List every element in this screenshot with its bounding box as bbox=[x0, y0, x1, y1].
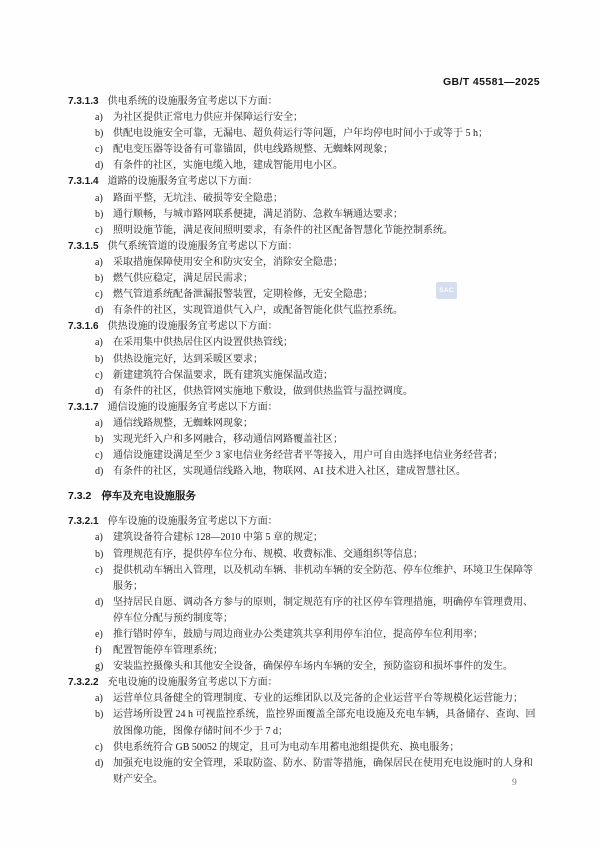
list-item-label: d) bbox=[95, 596, 104, 608]
list-item-text: 坚持居民自愿、调动各方参与的原则，制定规范有序的社区停车管理措施，明确停车管理费用、停车位分配与预约制度等； bbox=[113, 596, 533, 624]
clause-title: 供气系统管道的设施服务宜考虑以下方面： bbox=[107, 240, 298, 252]
clause-number: 7.3.1.4 bbox=[68, 176, 99, 188]
list-item-text: 提供机动车辆出入管理，以及机动车辆、非机动车辆的安全防范、停车位维护、环境卫生保障等服务； bbox=[113, 564, 533, 592]
list-item-label: b) bbox=[95, 273, 104, 285]
clause-number: 7.3.1.6 bbox=[68, 321, 99, 333]
list-item-text: 配电变压器等设备有可靠锚固，供电线路规整、无蜘蛛网现象； bbox=[113, 144, 393, 156]
list-item-text: 通信设施建设满足至少 3 家电信业务经营者平等接入，用户可自由选择电信业务经营者； bbox=[113, 450, 503, 462]
sac-watermark bbox=[436, 282, 457, 299]
list-item-label: d) bbox=[95, 385, 104, 397]
list-item-label: d) bbox=[95, 160, 104, 172]
list-item-text: 新建建筑符合保温要求，既有建筑实施保温改造； bbox=[113, 369, 333, 381]
list-item bbox=[68, 126, 542, 142]
list-item bbox=[68, 595, 542, 627]
list-item-text: 供配电设施安全可靠，无漏电、超负荷运行等问题，户年均停电时间小于或等于 5 h； bbox=[113, 128, 488, 140]
list-item bbox=[68, 464, 542, 480]
list-item-label: c) bbox=[95, 564, 103, 576]
list-item-label: a) bbox=[95, 532, 103, 544]
list-item bbox=[68, 448, 542, 464]
list-item-text: 运营单位具备健全的管理制度、专业的运维团队以及完备的企业运营平台等规模化运营能力； bbox=[113, 693, 523, 705]
list-item-text: 安装监控摄像头和其他安全设备，确保停车场内车辆的安全，预防盗窃和损坏事件的发生。 bbox=[113, 661, 513, 673]
page-number: 9 bbox=[512, 778, 517, 788]
list-item bbox=[68, 110, 542, 126]
clause-title: 供热设施的设施服务宜考虑以下方面： bbox=[107, 321, 278, 333]
list-item-text: 为社区提供正常电力供应并保障运行安全； bbox=[113, 112, 303, 124]
clause-title: 通信设施的设施服务宜考虑以下方面： bbox=[107, 401, 278, 413]
list-item bbox=[68, 659, 542, 675]
list-item-text: 供热设施完好，达到采暖区要求； bbox=[113, 353, 263, 365]
list-item bbox=[68, 432, 542, 448]
clause bbox=[68, 319, 542, 335]
list-item-label: a) bbox=[95, 112, 103, 124]
clause-number: 7.3.1.3 bbox=[68, 96, 99, 107]
list-item bbox=[68, 707, 542, 739]
list-item bbox=[68, 142, 542, 158]
list-item-label: d) bbox=[95, 305, 104, 317]
list-item-label: d) bbox=[95, 466, 104, 478]
list-item bbox=[68, 547, 542, 563]
clause bbox=[68, 514, 542, 530]
sac-watermark-label: SAC bbox=[439, 287, 454, 294]
list-item-label: a) bbox=[95, 693, 103, 705]
list-item-label: d) bbox=[95, 757, 104, 769]
list-item bbox=[68, 530, 542, 546]
list-item-label: c) bbox=[95, 289, 103, 301]
list-item-label: a) bbox=[95, 417, 103, 429]
list-item bbox=[68, 563, 542, 595]
section-heading-number: 7.3.2 bbox=[68, 490, 92, 503]
document-header bbox=[68, 76, 540, 88]
list-item-text: 供电系统符合 GB 50052 的规定，且可为电动车用蓄电池组提供充、换电服务； bbox=[113, 741, 460, 753]
clause bbox=[68, 400, 542, 416]
list-item-text: 配置智能停车管理系统； bbox=[113, 645, 223, 657]
list-item-text: 建筑设备符合建标 128—2010 中第 5 章的规定； bbox=[113, 532, 323, 544]
list-item-text: 路面平整，无坑洼、破损等安全隐患； bbox=[113, 192, 283, 204]
list-item-text: 推行错时停车，鼓励与周边商业办公类建筑共享利用停车泊位，提高停车位利用率； bbox=[113, 629, 483, 640]
list-item-label: c) bbox=[95, 741, 103, 753]
list-item-label: c) bbox=[95, 369, 103, 381]
clause-number: 7.3.1.7 bbox=[68, 401, 99, 413]
clause-title: 供电系统的设施服务宜考虑以下方面： bbox=[107, 96, 278, 107]
list-item bbox=[68, 384, 542, 400]
clause-number: 7.3.2.1 bbox=[68, 516, 99, 528]
list-item-label: c) bbox=[95, 450, 103, 462]
list-item-text: 通行顺畅，与城市路网联系便捷，满足消防、急救车辆通达要求； bbox=[113, 208, 403, 220]
list-item bbox=[68, 223, 542, 239]
list-item-label: b) bbox=[95, 353, 104, 365]
list-item-text: 管理规范有序，提供停车位分布、规模、收费标准、交通组织等信息； bbox=[113, 548, 423, 560]
document-body bbox=[68, 94, 542, 788]
list-item bbox=[68, 271, 542, 287]
list-item-text: 燃气供应稳定，满足居民需求； bbox=[113, 273, 253, 285]
list-item-text: 有条件的社区，实施电缆入地，建成智能用电小区。 bbox=[113, 160, 343, 172]
list-item-text: 加强充电设施的安全管理，采取防盗、防水、防雷等措施，确保居民在使用充电设施时的人身和财产安全。 bbox=[113, 757, 533, 785]
clause-title: 停车设施的设施服务宜考虑以下方面： bbox=[107, 516, 278, 528]
list-item-label: b) bbox=[95, 208, 104, 220]
list-item-text: 有条件的社区，实现通信线路入地，物联网、AI 技术进入社区，建成智慧社区。 bbox=[113, 466, 467, 478]
list-item-text: 实现光纤入户和多网融合，移动通信网路覆盖社区； bbox=[113, 433, 343, 445]
list-item-label: c) bbox=[95, 144, 103, 156]
list-item-text: 照明设施节能，满足夜间照明要求，有条件的社区配备智慧化节能控制系统。 bbox=[113, 224, 453, 236]
standard-number: GB/T 45581—2025 bbox=[442, 76, 540, 88]
clause bbox=[68, 94, 542, 110]
list-item-label: c) bbox=[95, 224, 103, 236]
list-item bbox=[68, 335, 542, 351]
list-item bbox=[68, 643, 542, 659]
list-item-label: a) bbox=[95, 256, 103, 268]
clause-title: 道路的设施服务宜考虑以下方面： bbox=[107, 176, 258, 188]
list-item-label: b) bbox=[95, 128, 104, 140]
list-item-text: 运营场所设置 24 h 可视监控系统，监控界面覆盖全部充电设施及充电车辆，具备储存、查询、回放图像功能，图像存储时间不少于 7 d； bbox=[113, 709, 536, 737]
list-item bbox=[68, 352, 542, 368]
list-item bbox=[68, 368, 542, 384]
list-item-label: b) bbox=[95, 548, 104, 560]
list-item bbox=[68, 287, 542, 303]
list-item-text: 有条件的社区，实现管道供气入户，或配备智能化供气监控系统。 bbox=[113, 305, 403, 317]
clause-number: 7.3.1.5 bbox=[68, 240, 99, 252]
list-item-label: a) bbox=[95, 337, 103, 349]
list-item bbox=[68, 255, 542, 271]
list-item bbox=[68, 691, 542, 707]
clause bbox=[68, 239, 542, 255]
list-item bbox=[68, 191, 542, 207]
list-item bbox=[68, 756, 542, 788]
list-item-label: f) bbox=[95, 645, 102, 657]
clause-title: 充电设施的设施服务宜考虑以下方面： bbox=[107, 677, 278, 689]
list-item bbox=[68, 303, 542, 319]
list-item bbox=[68, 416, 542, 432]
clause-number: 7.3.2.2 bbox=[68, 677, 99, 689]
section-heading-title: 停车及充电设施服务 bbox=[101, 490, 196, 503]
list-item-label: e) bbox=[95, 629, 103, 640]
list-item-label: b) bbox=[95, 433, 104, 445]
list-item-label: a) bbox=[95, 192, 103, 204]
clause bbox=[68, 675, 542, 691]
list-item-label: g) bbox=[95, 661, 104, 673]
section-heading bbox=[68, 488, 542, 504]
list-item-text: 通信线路规整，无蜘蛛网现象； bbox=[113, 417, 253, 429]
list-item bbox=[68, 740, 542, 756]
list-item-text: 燃气管道系统配备泄漏报警装置，定期检修，无安全隐患； bbox=[113, 289, 373, 301]
clause bbox=[68, 174, 542, 190]
list-item-text: 采取措施保障使用安全和防灾安全，消除安全隐患； bbox=[113, 256, 343, 268]
list-item bbox=[68, 207, 542, 223]
list-item bbox=[68, 627, 542, 643]
list-item bbox=[68, 158, 542, 174]
list-item-text: 有条件的社区，供热管网实施地下敷设，做到供热监管与温控调度。 bbox=[113, 385, 413, 397]
list-item-text: 在采用集中供热居住区内设置供热管线； bbox=[113, 337, 293, 349]
list-item-label: b) bbox=[95, 709, 104, 721]
